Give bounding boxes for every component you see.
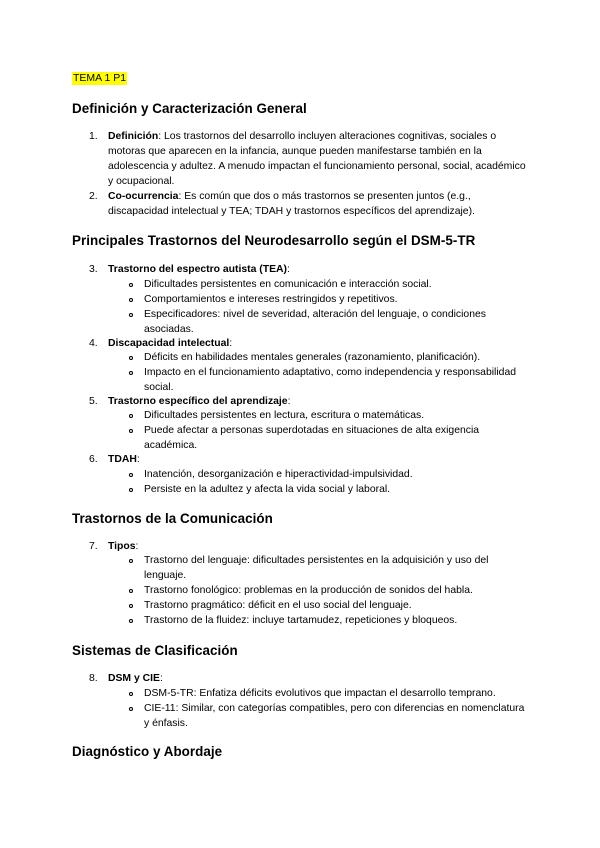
- bullet-icon: [129, 371, 133, 375]
- bullet-icon: [129, 692, 133, 696]
- sub-bullet: Trastorno fonológico: problemas en la producción de sonidos del habla.: [144, 583, 528, 598]
- bullet-icon: [129, 473, 133, 477]
- bullet-icon: [129, 283, 133, 287]
- bullet-icon: [129, 619, 133, 623]
- list-item-definicion: 1. Definición: Los trastornos del desarrollo incluyen alteraciones cognitivas, sociales o motoras que aparecen en la infancia, aunque pueden manifestarse también en la adolescencia y adultez. A menudo impactan el funcionamiento personal, social, académico y ocupacional.: [89, 131, 526, 188]
- bullet-icon: [129, 589, 133, 593]
- sub-bullet: Comportamientos e intereses restringidos y repetitivos.: [144, 292, 528, 307]
- sub-bullet: Dificultades persistentes en comunicación e interacción social.: [144, 277, 528, 292]
- item-term: Trastorno específico del aprendizaje: [108, 396, 288, 407]
- list-item-co-ocurrencia: 2. Co-ocurrencia: Es común que dos o más trastornos se presenten juntos (e.g., discapacidad intelectual y TEA; TDAH y trastornos específicos del aprendizaje).: [89, 191, 475, 218]
- bullet-icon: [129, 356, 133, 360]
- sub-bullet: Trastorno de la fluidez: incluye tartamudez, repeticiones y bloqueos.: [144, 613, 528, 628]
- item-text: : Es común que dos o más trastornos se presenten juntos (e.g., discapacidad intelectual y TEA; TDAH y trastornos específicos del aprendizaje).: [108, 191, 475, 218]
- item-text: : Los trastornos del desarrollo incluyen alteraciones cognitivas, sociales o motoras que aparecen en la infancia, aunque pueden manifestarse también en la adolescencia y adultez. A menudo impactan el funcionamiento personal, social, académico y ocupacional.: [108, 131, 526, 188]
- bullet-icon: [129, 429, 133, 433]
- item-term: DSM y CIE: [108, 673, 160, 684]
- section-heading-diagnostico: Diagnóstico y Abordaje: [72, 744, 223, 759]
- bullet-icon: [129, 559, 133, 563]
- sub-bullet: Trastorno pragmático: déficit en el uso social del lenguaje.: [144, 598, 528, 613]
- bullet-icon: [129, 414, 133, 418]
- list-item-aprendizaje: 5. Trastorno específico del aprendizaje:: [89, 396, 291, 407]
- section-heading-definicion: Definición y Caracterización General: [72, 101, 307, 116]
- section-heading-trastornos-neurodesarrollo: Principales Trastornos del Neurodesarrollo según el DSM-5-TR: [72, 233, 476, 248]
- item-term: Trastorno del espectro autista (TEA): [108, 264, 287, 275]
- bullet-icon: [129, 707, 133, 711]
- sub-bullet: Déficits en habilidades mentales generales (razonamiento, planificación).: [144, 350, 528, 365]
- list-item-discapacidad-intelectual: 4. Discapacidad intelectual:: [89, 338, 233, 349]
- item-term: Discapacidad intelectual: [108, 338, 230, 349]
- item-term: Definición: [108, 131, 159, 142]
- item-term: TDAH: [108, 454, 137, 465]
- sub-bullet: CIE-11: Similar, con categorías compatibles, pero con diferencias en nomenclatura y énfasis.: [144, 701, 528, 731]
- list-item-tipos: 7. Tipos:: [89, 541, 139, 552]
- sub-bullet: DSM-5-TR: Enfatiza déficits evolutivos que impactan el desarrollo temprano.: [144, 686, 528, 701]
- sub-bullet: Inatención, desorganización e hiperactividad-impulsividad.: [144, 467, 528, 482]
- sub-bullet: Persiste en la adultez y afecta la vida social y laboral.: [144, 482, 528, 497]
- sub-bullet: Puede afectar a personas superdotadas en situaciones de alta exigencia académica.: [144, 423, 528, 453]
- bullet-icon: [129, 604, 133, 608]
- sub-bullet: Impacto en el funcionamiento adaptativo, como independencia y responsabilidad social.: [144, 365, 528, 395]
- sub-bullet: Trastorno del lenguaje: dificultades persistentes en la adquisición y uso del lenguaje.: [144, 553, 528, 583]
- list-item-tdah: 6. TDAH:: [89, 454, 140, 465]
- list-item-dsm-cie: 8. DSM y CIE:: [89, 673, 163, 684]
- sub-bullet: Especificadores: nivel de severidad, alteración del lenguaje, o condiciones asociadas.: [144, 307, 528, 337]
- item-term: Tipos: [108, 541, 136, 552]
- section-heading-comunicacion: Trastornos de la Comunicación: [72, 511, 273, 526]
- bullet-icon: [129, 488, 133, 492]
- section-heading-clasificacion: Sistemas de Clasificación: [72, 643, 238, 658]
- item-term: Co-ocurrencia: [108, 191, 179, 202]
- bullet-icon: [129, 298, 133, 302]
- sub-bullet: Dificultades persistentes en lectura, escritura o matemáticas.: [144, 408, 528, 423]
- bullet-icon: [129, 313, 133, 317]
- highlighted-topic-tag: TEMA 1 P1: [73, 72, 127, 84]
- list-item-tea: 3. Trastorno del espectro autista (TEA):: [89, 264, 290, 275]
